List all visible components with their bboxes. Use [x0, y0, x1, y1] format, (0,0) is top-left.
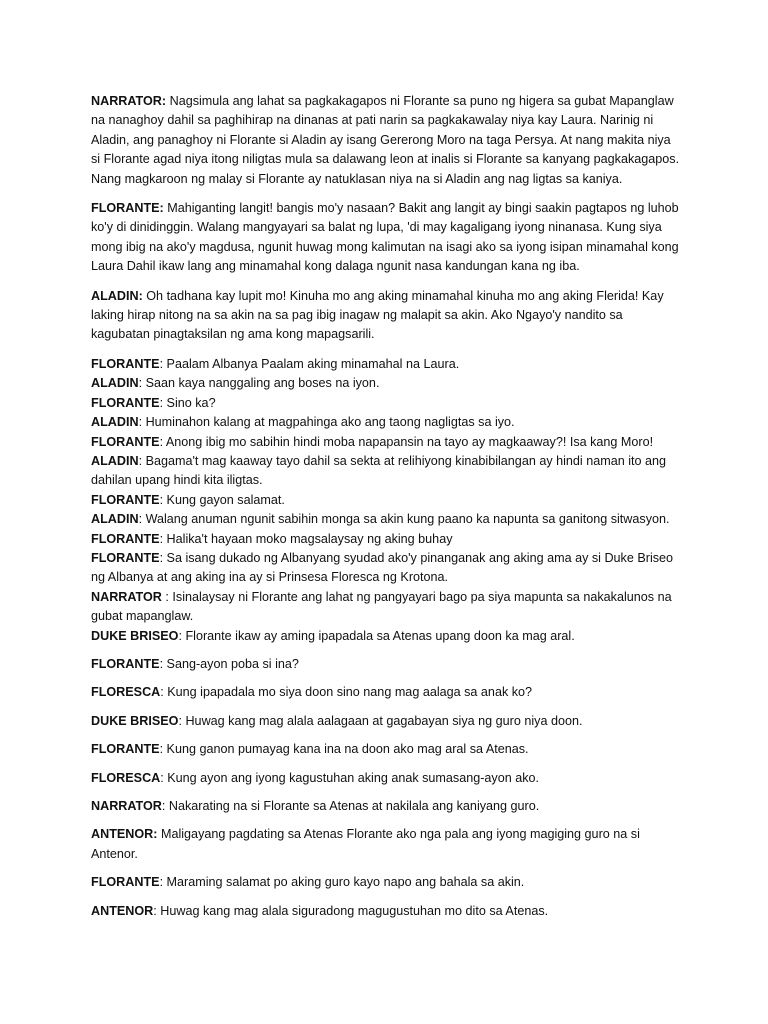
speaker-label: ALADIN	[91, 376, 139, 391]
speaker-label: FLORANTE	[91, 395, 160, 410]
speaker-label: FLORANTE:	[91, 201, 164, 216]
dialogue-line	[91, 394, 680, 413]
dialogue-line	[91, 683, 680, 702]
speaker-label: FLORANTE	[91, 434, 160, 449]
dialogue-text: : Maraming salamat po aking guro kayo napo ang bahala sa akin.	[159, 875, 525, 890]
paragraph-aladin-lament	[91, 287, 680, 345]
dialogue-line	[91, 452, 680, 491]
dialogue-line	[91, 530, 680, 549]
speaker-label: DUKE BRISEO	[91, 713, 179, 728]
dialogue-line	[91, 491, 680, 510]
dialogue-text: : Anong ibig mo sabihin hindi moba napapansin na tayo ay magkaaway?! Isa kang Moro!	[159, 434, 654, 449]
dialogue-text: : Huwag kang mag alala aalagaan at gagabayan siya ng guro niya doon.	[178, 713, 583, 728]
dialogue-line	[91, 588, 680, 627]
dialogue-text: : Sino ka?	[159, 395, 216, 410]
dialogue-line	[91, 902, 680, 921]
dialogue-line	[91, 627, 680, 646]
dialogue-line	[91, 510, 680, 529]
dialogue-text: Oh tadhana kay lupit mo! Kinuha mo ang aking minamahal kinuha mo ang aking Flerida! Kay laking hirap nitong na sa akin na sa pag ibig inagaw ng malapit sa akin. Ako Ngayo'y nandito sa kagubatan pinagtaksilan ng ama kong mapagsarili.	[91, 288, 664, 342]
dialogue-text: : Kung ganon pumayag kana ina na doon ako mag aral sa Atenas.	[159, 742, 529, 757]
speaker-label: ANTENOR	[91, 903, 154, 918]
dialogue-line	[91, 433, 680, 452]
dialogue-line	[91, 355, 680, 374]
paragraph-narrator-intro	[91, 92, 680, 189]
speaker-label: DUKE BRISEO	[91, 628, 179, 643]
dialogue-text: : Paalam Albanya Paalam aking minamahal na Laura.	[159, 356, 460, 371]
speaker-label: FLORANTE	[91, 492, 160, 507]
dialogue-line	[91, 655, 680, 674]
speaker-label: ALADIN:	[91, 288, 143, 303]
speaker-label: ALADIN	[91, 415, 139, 430]
speaker-label: NARRATOR:	[91, 94, 167, 108]
dialogue-line	[91, 549, 680, 588]
speaker-label: FLORANTE	[91, 875, 160, 890]
dialogue-text: : Florante ikaw ay aming ipapadala sa Atenas upang doon ka mag aral.	[178, 628, 575, 643]
dialogue-text: : Saan kaya nanggaling ang boses na iyon.	[138, 376, 380, 391]
dialogue-text: : Kung ayon ang iyong kagustuhan aking anak sumasang-ayon ako.	[160, 770, 540, 785]
speaker-label: FLORANTE	[91, 742, 160, 757]
speaker-label: FLORESCA	[91, 770, 161, 785]
dialogue-text: : Isinalaysay ni Florante ang lahat ng pangyayari bago pa siya mapunta sa nakakalunos na gubat mapanglaw.	[91, 589, 672, 624]
dialogue-line	[91, 740, 680, 759]
dialogue-line	[91, 712, 680, 731]
paragraph-florante-lament	[91, 199, 680, 277]
speaker-label: NARRATOR	[91, 799, 162, 813]
dialogue-text: : Halika't hayaan moko magsalaysay ng aking buhay	[159, 531, 453, 546]
speaker-label: NARRATOR	[91, 589, 162, 604]
dialogue-line	[91, 374, 680, 393]
dialogue-text: : Sa isang dukado ng Albanyang syudad ako'y pinanganak ang aking ama ay si Duke Briseo ng Albanya at ang aking ina ay si Prinsesa Floresca ng Krotona.	[91, 550, 674, 585]
dialogue-text: : Bagama't mag kaaway tayo dahil sa sekta at relihiyong kinabibilangan ay hindi naman ito ang dahilan upang hindi kita iligtas.	[91, 453, 667, 488]
speaker-label: FLORANTE	[91, 656, 160, 671]
dialogue-text: Mahiganting langit! bangis mo'y nasaan? Bakit ang langit ay bingi saakin pagtapos ng luhob ko'y di dinidinggin. Walang mangyayari sa balat ng lupa, 'di may kagaligang iyong ninanasa. Kung siya mong ibig na ako'y magdusa, ngunit huwag mong kalimutan na isagi ako sa iyong isipan minamahal kong Laura Dahil ikaw lang ang minamahal kong dalaga ngunit nasa kandungan kana ng iba.	[91, 201, 679, 274]
dialogue-line	[91, 769, 680, 788]
dialogue-line	[91, 797, 680, 816]
speaker-label: FLORANTE	[91, 550, 160, 565]
dialogue-text: : Nakarating na si Florante sa Atenas at nakilala ang kaniyang guro.	[161, 799, 540, 813]
dialogue-text: : Sang-ayon poba si ina?	[159, 656, 299, 671]
dialogue-line	[91, 413, 680, 432]
dialogue-line	[91, 873, 680, 892]
speaker-label: FLORESCA	[91, 685, 161, 700]
dialogue-text: : Kung gayon salamat.	[159, 492, 285, 507]
speaker-label: FLORANTE	[91, 531, 160, 546]
dialogue-text: : Huminahon kalang at magpahinga ako ang taong nagligtas sa iyo.	[138, 415, 515, 430]
dialogue-text: : Kung ipapadala mo siya doon sino nang mag aalaga sa anak ko?	[160, 685, 533, 700]
speaker-label: ALADIN	[91, 453, 139, 468]
dialogue-text: Maligayang pagdating sa Atenas Florante ako nga pala ang iyong magiging guro na si Antenor.	[91, 827, 640, 861]
dialogue-text: : Huwag kang mag alala siguradong magugustuhan mo dito sa Atenas.	[153, 903, 549, 918]
dialogue-text: : Walang anuman ngunit sabihin monga sa akin kung paano ka napunta sa ganitong sitwasyon.	[138, 512, 670, 527]
speaker-label: ANTENOR:	[91, 827, 158, 842]
dialogue-line	[91, 825, 680, 864]
speaker-label: FLORANTE	[91, 356, 160, 371]
speaker-label: ALADIN	[91, 512, 139, 527]
dialogue-text: Nagsimula ang lahat sa pagkakagapos ni Florante sa puno ng higera sa gubat Mapanglaw na nanaghoy dahil sa paghihirap na dinanas at pati narin sa pagkakawalay niya kay Laura. Narinig ni Aladin, ang panaghoy ni Florante si Aladin ay isang Gererong Moro na taga Persya. At nang makita niya si Florante agad niya itong niligtas mula sa dalawang leon at inalis si Florante sa kanyang pagkakagapos. Nang magkaroon ng malay si Florante ay natuklasan niya na si Aladin ang nag ligtas sa kaniya.	[91, 94, 680, 186]
